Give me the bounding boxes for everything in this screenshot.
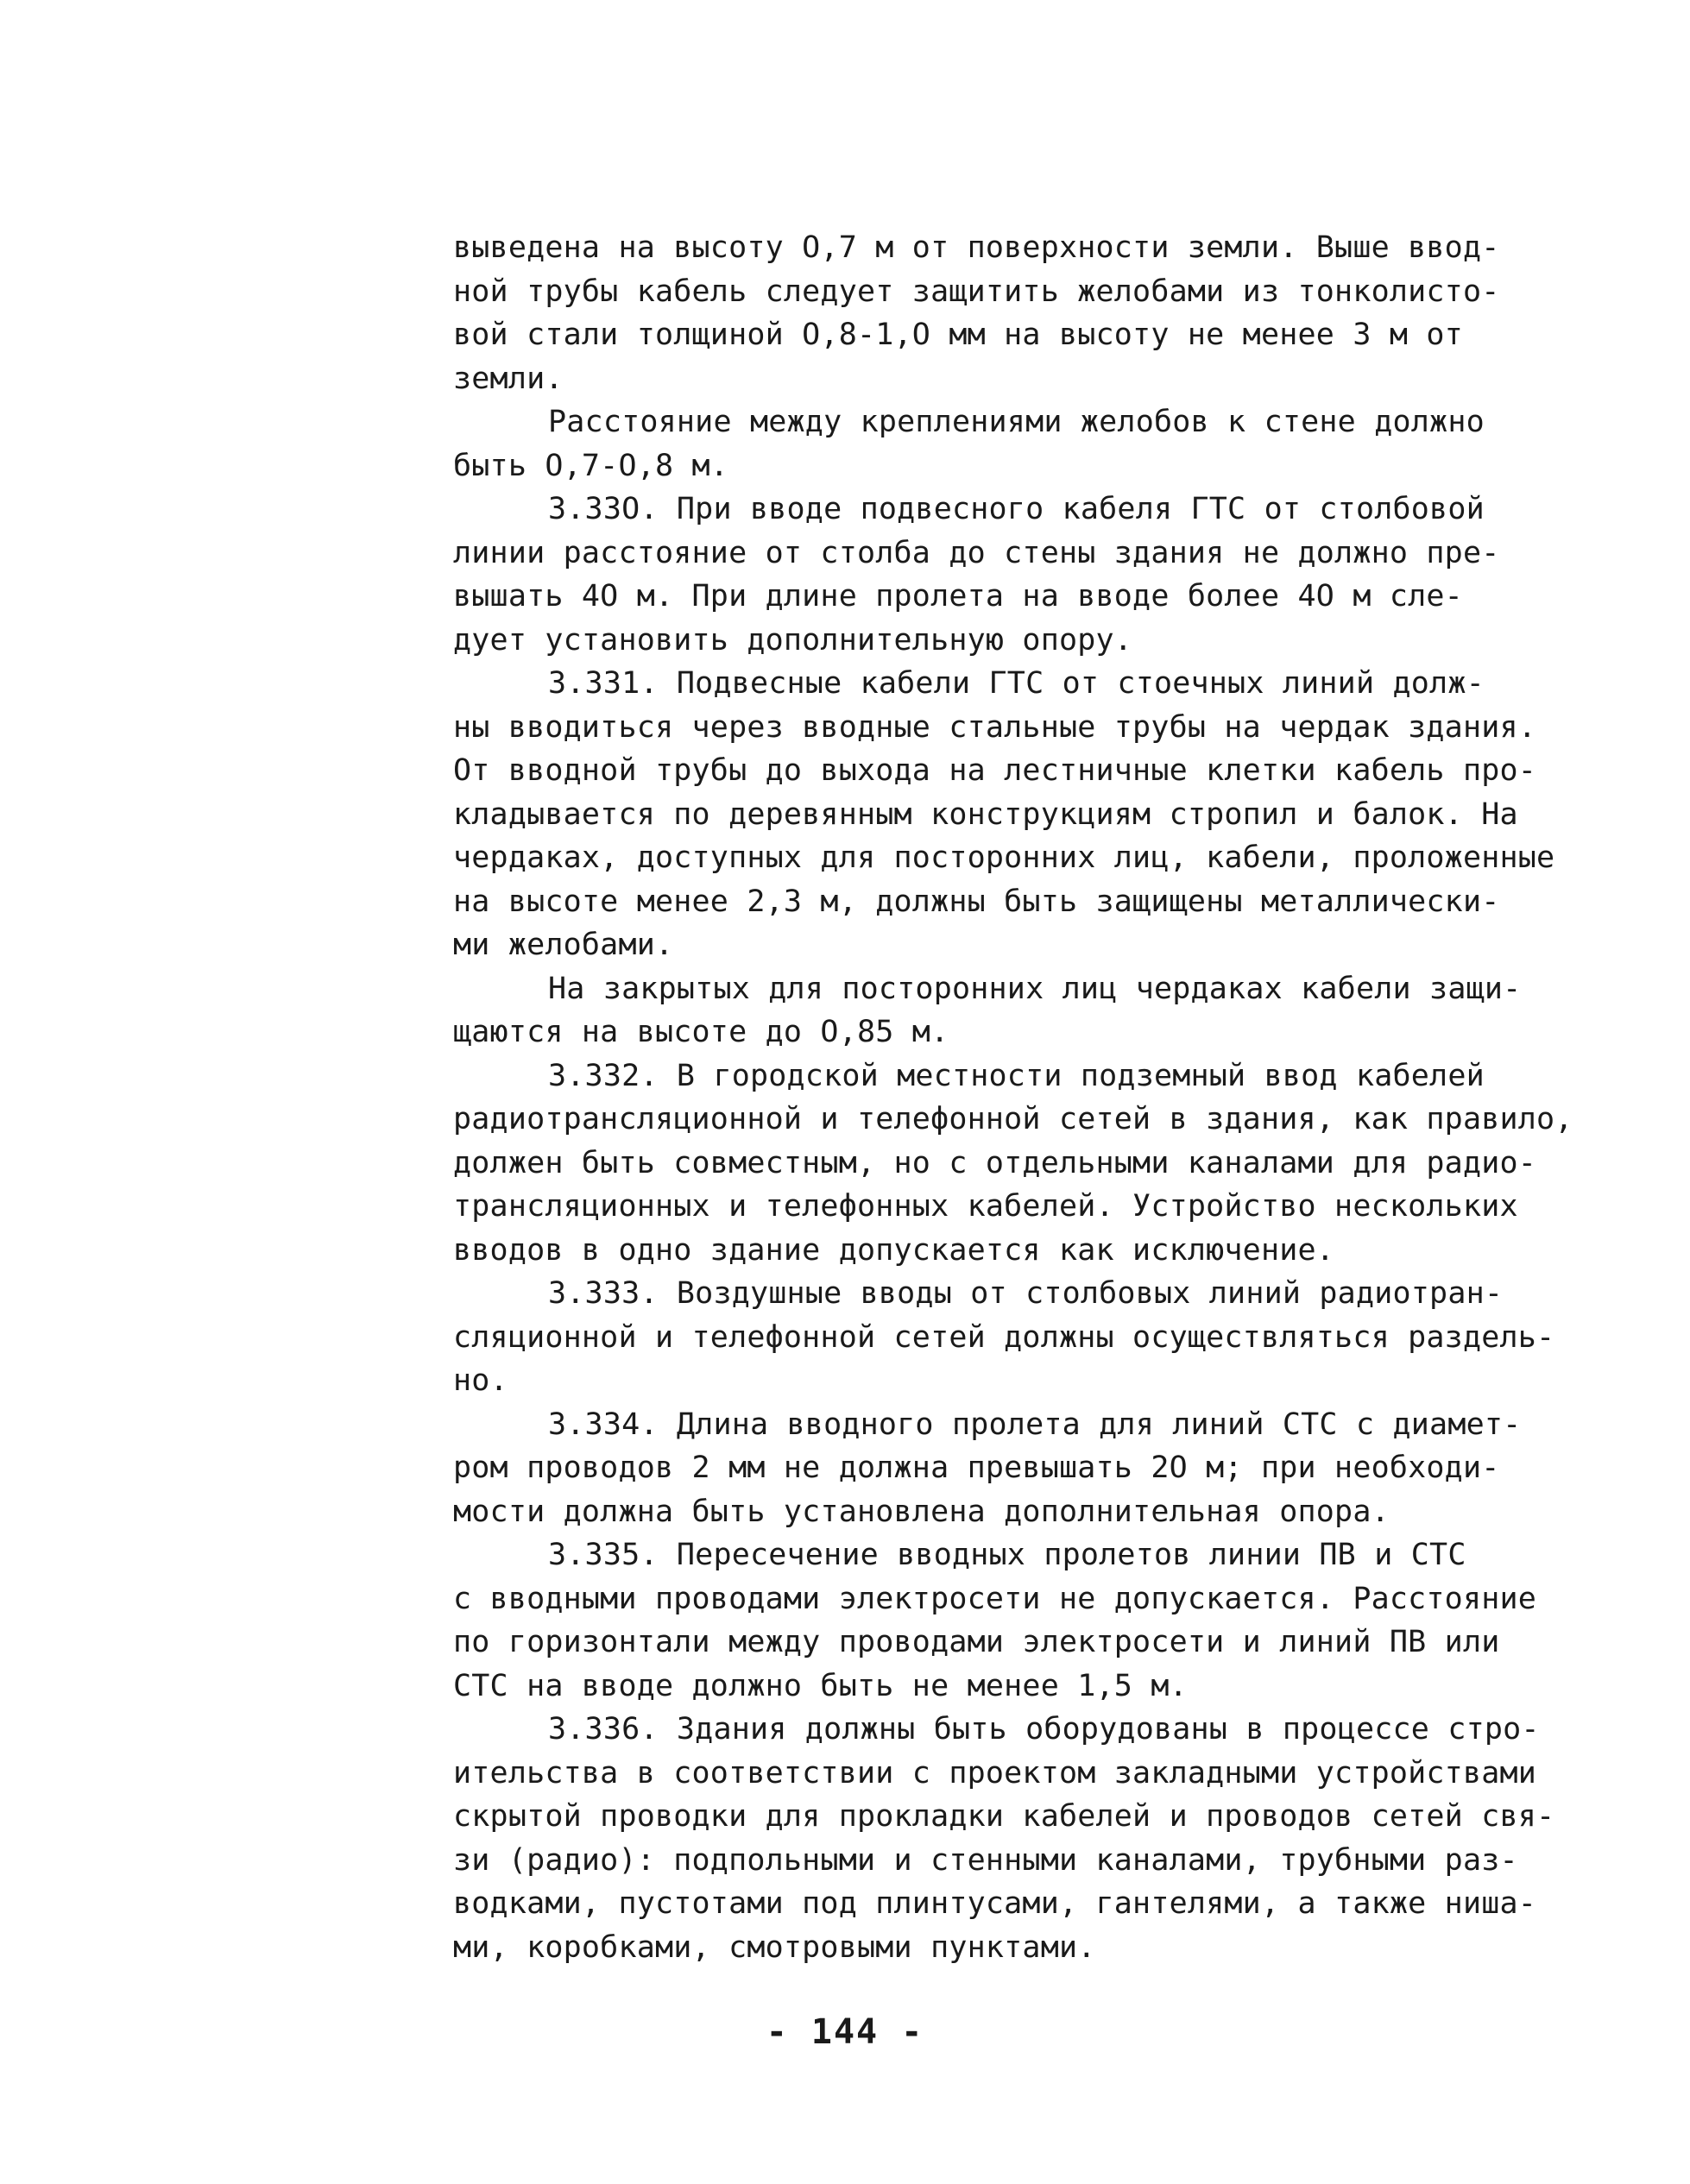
text-line: ми, коробками, смотровыми пунктами. <box>453 1929 1096 1965</box>
text-line: Расстояние между креплениями желобов к стене должно <box>548 405 1485 439</box>
text-line: 3.334. Длина вводного пролета для линий СТС с диамет- <box>548 1407 1522 1442</box>
text-line: на высоте менее 2,3 м, должны быть защищены металлически- <box>453 884 1500 919</box>
text-line: ром проводов 2 мм не должна превышать 2О м; при необходи- <box>453 1451 1500 1485</box>
text-line: СТС на вводе должно быть не менее 1,5 м. <box>453 1668 1188 1703</box>
text-line: по горизонтали между проводами электросети и линий ПВ или <box>453 1625 1500 1659</box>
text-line: земли. <box>453 361 564 396</box>
text-line: кладывается по деревянным конструкциям стропил и балок. На <box>453 796 1518 832</box>
text-line: сляционной и телефонной сетей должны осуществляться раздель- <box>453 1319 1555 1355</box>
text-line: но. <box>453 1363 508 1398</box>
text-line: радиотрансляционной и телефонной сетей в здания, как правило, <box>453 1102 1573 1136</box>
text-line: 3.33О. При вводе подвесного кабеля ГТС от столбовой <box>548 492 1485 526</box>
text-line: вводов в одно здание допускается как исключение. <box>453 1232 1335 1268</box>
text-line: ительства в соответствии с проектом закладными устройствами <box>453 1755 1537 1791</box>
text-line: вышать 4О м. При длине пролета на вводе более 4О м сле- <box>453 579 1463 614</box>
text-line: быть О,7-О,8 м. <box>453 448 729 483</box>
text-line: 3.336. Здания должны быть оборудованы в процессе стро- <box>548 1712 1540 1747</box>
text-line: мости должна быть установлена дополнительная опора. <box>453 1494 1390 1529</box>
text-line: ны вводиться через вводные стальные трубы на чердак здания. <box>453 709 1537 745</box>
text-line: зи (радио): подпольными и стенными каналами, трубными раз- <box>453 1842 1518 1878</box>
text-line: На закрытых для посторонних лиц чердаках кабели защи- <box>548 971 1522 1006</box>
text-line: 3.331. Подвесные кабели ГТС от стоечных линий долж- <box>548 666 1485 701</box>
page-number: - 144 - <box>766 2012 924 2052</box>
page-body <box>453 226 1610 1969</box>
text-line: водками, пустотами под плинтусами, гантелями, а также ниша- <box>453 1886 1537 1921</box>
text-line: должен быть совместным, но с отдельными каналами для радио- <box>453 1145 1537 1180</box>
text-line: линии расстояние от столба до стены здания не должно пре- <box>453 535 1500 570</box>
text-line: с вводными проводами электросети не допускается. Расстояние <box>453 1581 1537 1616</box>
text-line: От вводной трубы до выхода на лестничные клетки кабель про- <box>453 753 1537 788</box>
text-line: выведена на высоту О,7 м от поверхности земли. Выше ввод- <box>453 230 1500 265</box>
text-line: 3.333. Воздушные вводы от столбовых линий радиотран- <box>548 1276 1504 1311</box>
text-line: вой стали толщиной О,8-1,О мм на высоту не менее 3 м от <box>453 318 1463 352</box>
text-line: ми желобами. <box>453 928 674 962</box>
text-line: дует установить дополнительную опору. <box>453 622 1133 658</box>
text-line: 3.335. Пересечение вводных пролетов линии ПВ и СТС <box>548 1538 1466 1572</box>
text-line: скрытой проводки для прокладки кабелей и проводов сетей свя- <box>453 1799 1555 1834</box>
text-line: ной трубы кабель следует защитить желобами из тонколисто- <box>453 274 1500 309</box>
text-line: щаются на высоте до О,85 м. <box>453 1015 949 1049</box>
text-line: 3.332. В городской местности подземный ввод кабелей <box>548 1058 1485 1093</box>
text-line: чердаках, доступных для посторонних лиц, кабели, проложенные <box>453 840 1555 875</box>
text-line: трансляционных и телефонных кабелей. Устройство нескольких <box>453 1189 1518 1224</box>
